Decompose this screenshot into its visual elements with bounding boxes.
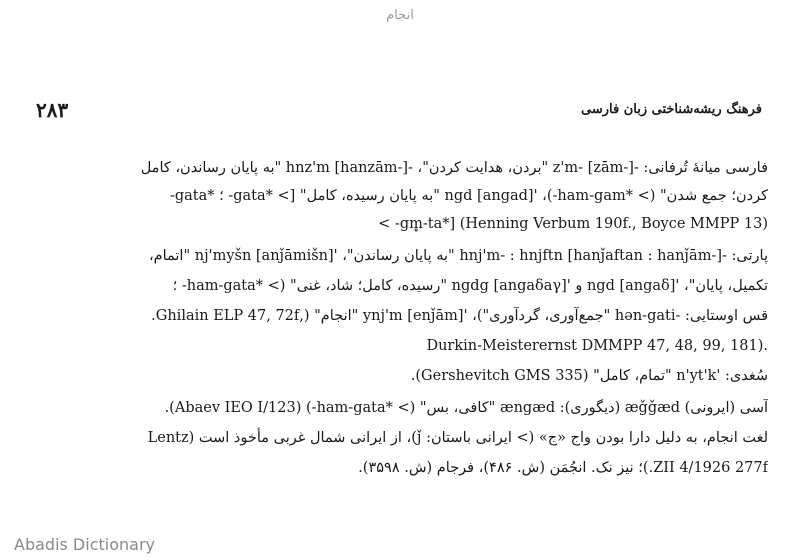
entry-line-7: .(Durkin-Meisterernst DMMPP 47, 48, 99, 181 — [426, 338, 768, 354]
entry-line-10: لغت انجام، به دلیل دارا بودن واج «ج» (> ایرانی باستان: ǰ)، از ایرانی شمال غربی مأخوذ است (Lentz — [147, 430, 768, 446]
entry-line-2: کردن؛ جمع شدن" (> *ham-gam-)، 'ngd [angad] "به پایان رسیده، کامل" [> *gata- ؛ *gata- — [169, 188, 768, 204]
entry-line-1: فارسی میانهٔ تُرفانی: -z'm- [zām-] "بردن، هدایت کردن"، -hnz'm [hanzām-] "به پایان رساندن، کامل — [140, 160, 768, 176]
book-page — [28, 88, 772, 528]
entry-line-8: سُغدی: 'n'yt'k "تمام، کامل" (Gershevitch GMS 335). — [410, 368, 768, 384]
word-title: انجام — [386, 8, 414, 23]
entry-line-5: تکمیل، پایان"، 'ngd [angaδ] و 'ngdg [angaδaγ] "رسیده، کامل؛ شاد، غنی" (> *ham-gata- ؛ — [172, 278, 768, 294]
entry-line-9: آسی (ایرونی) æǧǧæd (دیگوری): ængæd "کافی، بس" (> *ham-gata-) (Abaev IEO I/123). — [164, 400, 768, 416]
entry-line-3: (Henning Verbum 190f., Boyce MMPP 13) [*gm̥-ta- > — [378, 216, 768, 232]
entry-line-11: ZII 4/1926 277f.)؛ نیز نک. انجُمَن (ش. ۴۸۶)، فرجام (ش. ۳۵۹۸). — [358, 460, 768, 476]
entry-line-4: پارتی: -hnj'm- : hnjftn [hanǰaftan : hanǰām-] "به پایان رساندن"، 'nj'myšn [anǰāmišn] "اتمام، — [148, 248, 768, 264]
site-watermark: Abadis Dictionary — [14, 535, 155, 554]
page-number: ۲۸۳ — [36, 98, 69, 122]
entry-line-6: قس اوستایی: -hən-gati "جمع‌آوری، گردآوری")، 'ynj'm [enǰām] "انجام" (,Ghilain ELP 47, 72f. — [151, 308, 768, 324]
running-head: فرهنگ ریشه‌شناختی زبان فارسی — [581, 102, 762, 117]
